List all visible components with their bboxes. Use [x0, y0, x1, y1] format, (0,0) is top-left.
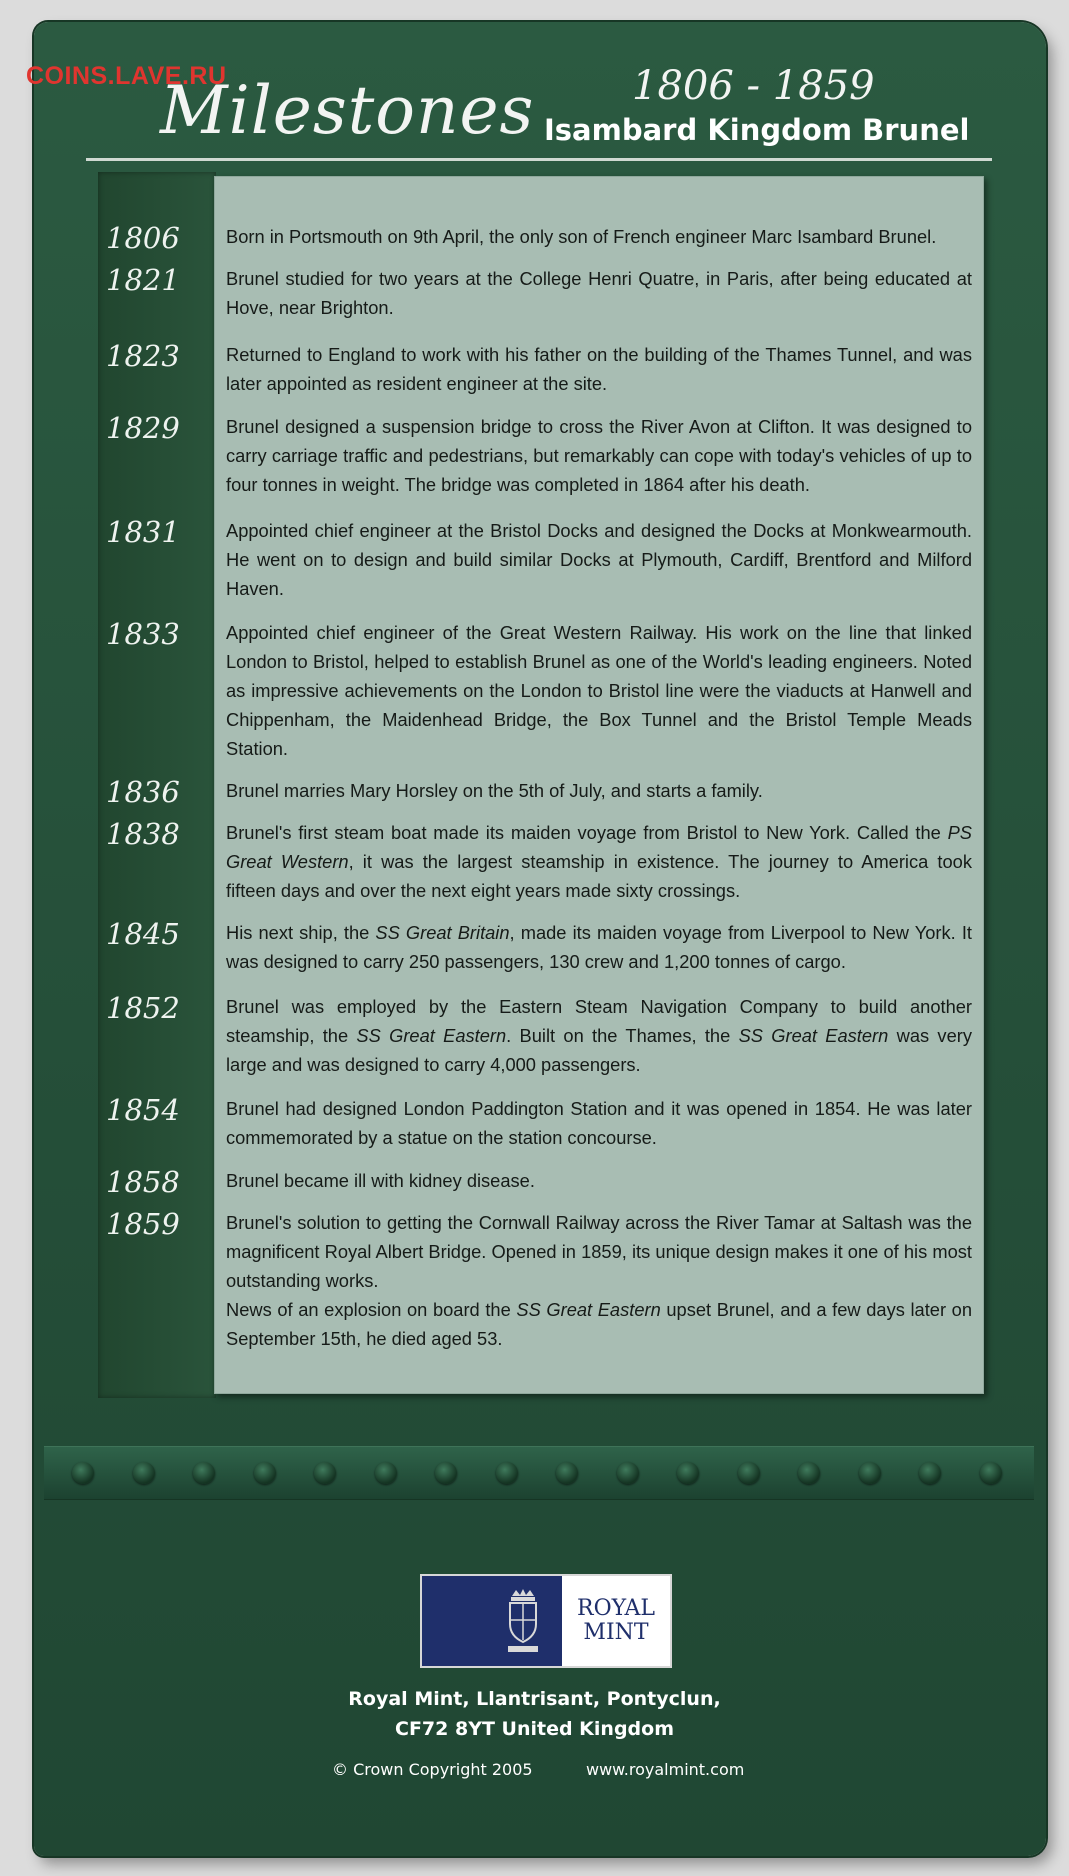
rivet	[980, 1462, 1002, 1484]
copyright-notice: © Crown Copyright 2005	[332, 1760, 533, 1779]
rivet	[859, 1462, 881, 1484]
entry-text: Brunel's first steam boat made its maiden voyage from Bristol to New York. Called the PS Great Western, it was the largest steamship in existence. The journey to America took fifteen days and over the next eight years made sixty crossings.	[226, 822, 972, 901]
rivet	[435, 1462, 457, 1484]
entry-text: Appointed chief engineer of the Great Western Railway. His work on the line that linked London to Bristol, helped to establish Brunel as one of the World's leading engineers. Noted as impressive achievements on the London to Bristol line were the viaducts at Hanwell and Chippenham, the Maidenhead Bridge, the Box Tunnel and the Bristol Temple Meads Station.	[226, 622, 972, 759]
entry-year: 1831	[106, 515, 180, 549]
entry-year: 1854	[106, 1093, 180, 1127]
entry-text: Born in Portsmouth on 9th April, the only son of French engineer Marc Isambard Brunel.	[226, 226, 937, 247]
header-divider	[86, 158, 992, 161]
entry-year: 1829	[106, 411, 180, 445]
rivet	[556, 1462, 578, 1484]
rivet	[193, 1462, 215, 1484]
entry-text: Brunel's solution to getting the Cornwall Railway across the River Tamar at Saltash was the magnificent Royal Albert Bridge. Opened in 1859, its unique design makes it one of his most outstanding works. News of an explosion on board the SS Great Eastern upset Brunel, and a few days later on September 15th, he died aged 53.	[226, 1212, 972, 1349]
rivet	[677, 1462, 699, 1484]
entry-text: Brunel studied for two years at the College Henri Quatre, in Paris, after being educated at Hove, near Brighton.	[226, 268, 972, 318]
rivet	[72, 1462, 94, 1484]
rivet	[314, 1462, 336, 1484]
entry-text: Brunel had designed London Paddington Station and it was opened in 1854. He was later commemorated by a statue on the station concourse.	[226, 1098, 972, 1148]
entry-text: Brunel designed a suspension bridge to cross the River Avon at Clifton. It was designed to carry carriage traffic and pedestrians, but remarkably can cope with today's vehicles of up to four tonnes in weight. The bridge was completed in 1864 after his death.	[226, 416, 972, 495]
entry-year: 1859	[106, 1207, 180, 1241]
rivet	[617, 1462, 639, 1484]
royal-mint-logo	[420, 1574, 672, 1668]
entry-text: Brunel became ill with kidney disease.	[226, 1170, 535, 1191]
entry-year: 1852	[106, 991, 180, 1025]
entry-year: 1823	[106, 339, 180, 373]
rivet-band	[44, 1446, 1034, 1500]
entry-year: 1821	[106, 263, 180, 297]
watermark: COINS.LAVE.RU	[26, 62, 227, 90]
rivet	[798, 1462, 820, 1484]
rivet	[919, 1462, 941, 1484]
entry-year: 1836	[106, 775, 180, 809]
entry-text: His next ship, the SS Great Britain, made its maiden voyage from Liverpool to New York. It was designed to carry 250 passengers, 130 crew and 1,200 tonnes of cargo.	[226, 922, 972, 972]
logo-emblem-panel	[422, 1576, 562, 1666]
address-line-1: Royal Mint, Llantrisant, Pontyclun,	[348, 1688, 721, 1710]
entry-text: Brunel was employed by the Eastern Steam Navigation Company to build another steamship, the SS Great Eastern. Built on the Thames, the SS Great Eastern was very large and was designed to carry 4,000 passengers.	[226, 996, 972, 1075]
rivet	[375, 1462, 397, 1484]
life-years: 1806 - 1859	[632, 63, 875, 109]
entry-text: Brunel marries Mary Horsley on the 5th of July, and starts a family.	[226, 780, 763, 801]
logo-line-2: MINT	[583, 1620, 649, 1645]
entry-year: 1806	[106, 221, 180, 255]
entry-year: 1858	[106, 1165, 180, 1199]
rivet	[738, 1462, 760, 1484]
rivet	[133, 1462, 155, 1484]
address-line-2: CF72 8YT United Kingdom	[395, 1718, 674, 1740]
entry-year: 1833	[106, 617, 180, 651]
entry-text: Appointed chief engineer at the Bristol Docks and designed the Docks at Monkwearmouth. He went on to design and build similar Docks at Plymouth, Cardiff, Brentford and Milford Haven.	[226, 520, 972, 599]
milestones-title: Milestones	[160, 72, 535, 149]
website-link[interactable]: www.royalmint.com	[586, 1760, 745, 1779]
royal-crest-icon	[504, 1588, 542, 1654]
logo-line-1: ROYAL	[577, 1596, 655, 1621]
rivet	[496, 1462, 518, 1484]
entry-year: 1838	[106, 817, 180, 851]
subject-name: Isambard Kingdom Brunel	[544, 113, 970, 147]
logo-wordmark	[562, 1576, 670, 1666]
entry-text: Returned to England to work with his father on the building of the Thames Tunnel, and was later appointed as resident engineer at the site.	[226, 344, 972, 394]
rivet	[254, 1462, 276, 1484]
entry-year: 1845	[106, 917, 180, 951]
